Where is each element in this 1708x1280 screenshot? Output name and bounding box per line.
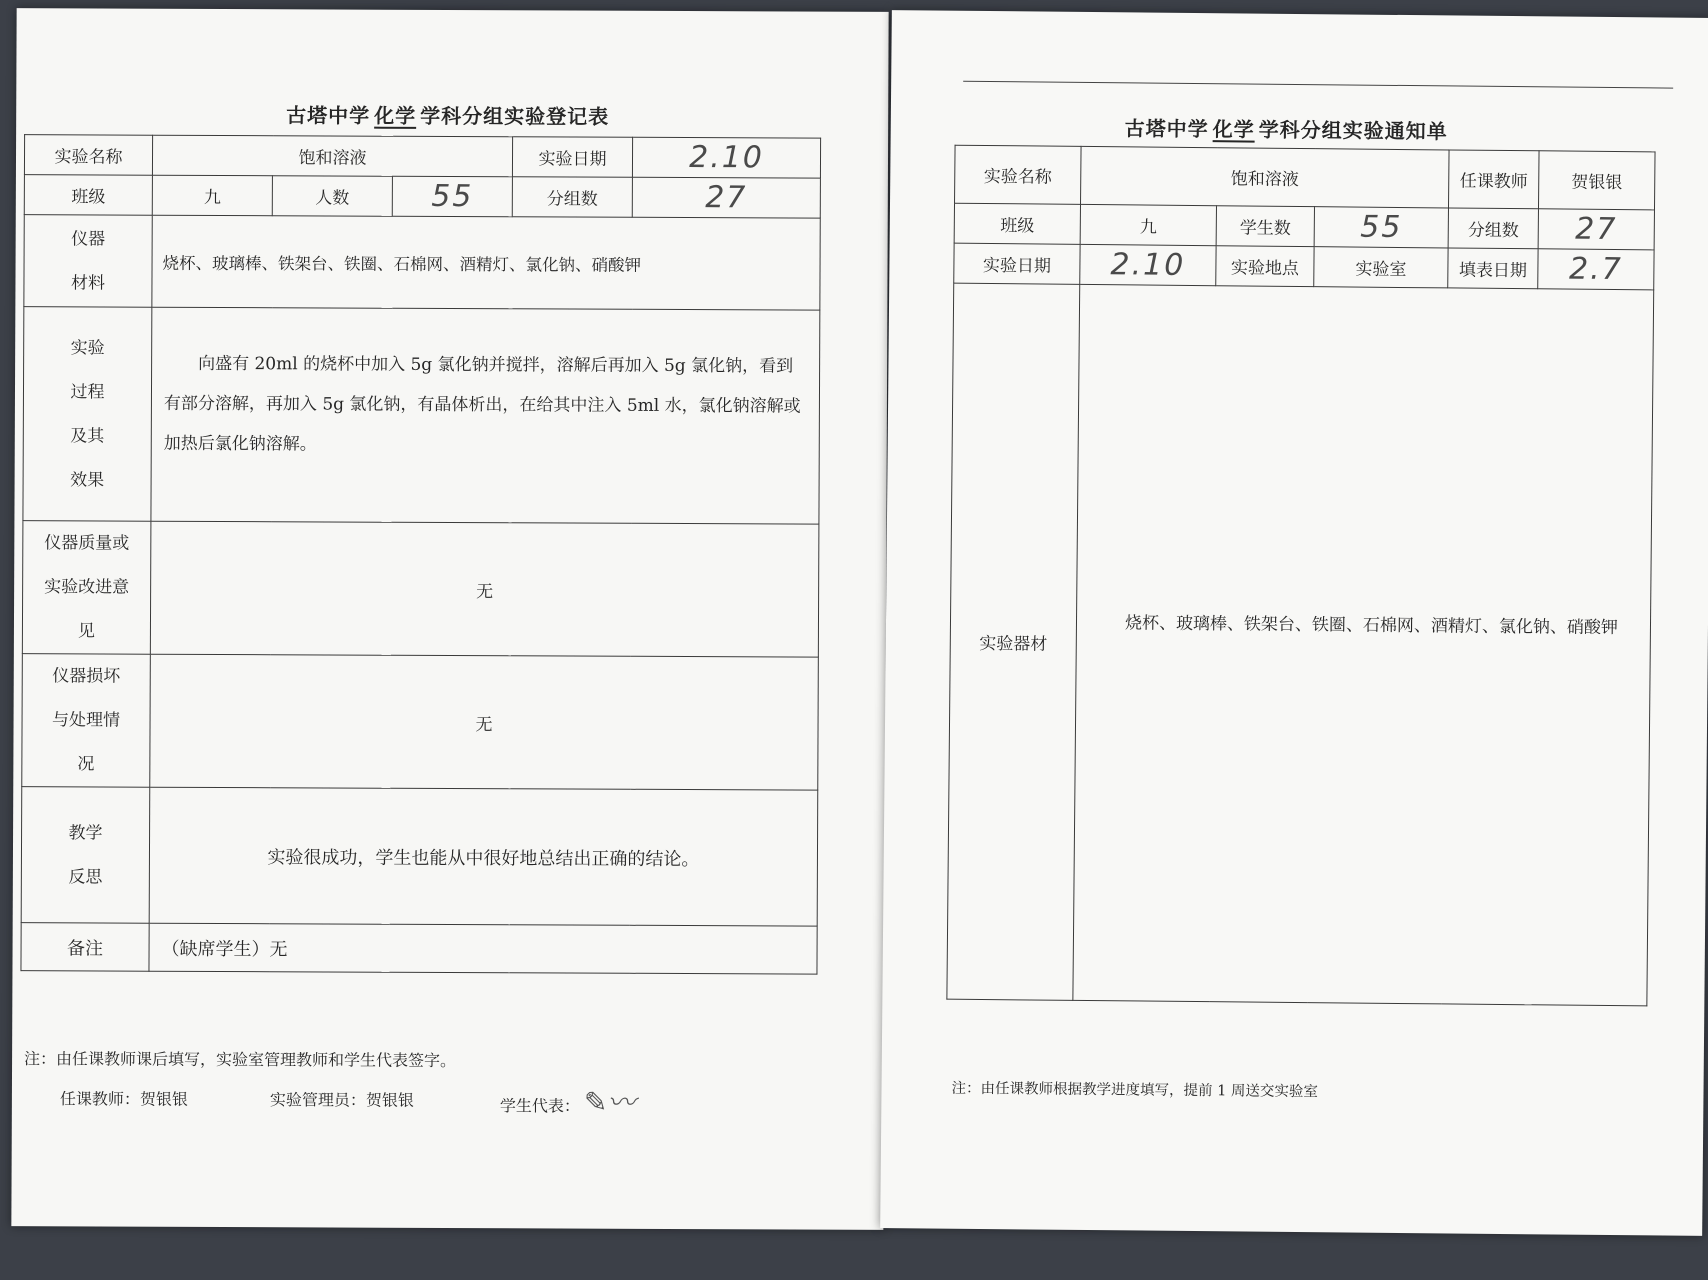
admin-signature: 实验管理员：贺银银 [269,1090,414,1110]
school-name: 古塔中学 [1124,116,1209,142]
location-label: 实验地点 [1216,246,1314,287]
form-type: 学科分组实验通知单 [1258,117,1448,144]
groups-value: 27 [1538,209,1654,250]
materials-label: 实验器材 [947,283,1080,1000]
registration-footnote: 注：由任课教师课后填写，实验室管理教师和学生代表签字。 [24,1049,457,1071]
class-value: 九 [152,175,272,216]
process-cell [151,307,820,524]
exp-date-label: 实验日期 [954,243,1080,284]
exp-name-label: 实验名称 [24,135,152,176]
form-type: 学科分组实验登记表 [420,103,610,129]
fill-date-value: 2.7 [1538,249,1654,290]
process-value: 向盛有 20ml 的烧杯中加入 5g 氯化钠并搅拌，溶解后再加入 5g 氯化钠，看到有部分溶解，再加入 5g 氯化钠，有晶体析出，在给其中注入 5ml 水，氯化钠溶解或加热后氯化钠溶解。 [163,353,801,455]
row-damage [22,654,819,790]
notice-footnote: 注：由任课教师根据教学进度填写，提前 1 周送交实验室 [951,1080,1319,1101]
class-label: 班级 [954,203,1080,244]
people-label: 人数 [272,176,392,217]
materials-cell [1073,284,1654,1005]
students-value: 55 [1314,207,1448,248]
fill-date-label: 填表日期 [1448,248,1538,289]
teacher-value: 贺银银 [1538,151,1655,210]
row-equipment [24,215,820,310]
quality-value: 无 [150,521,819,657]
remark-value: （缺席学生）无 [149,923,817,974]
damage-value: 无 [150,654,819,790]
process-label: 实验过程及其效果 [23,307,152,522]
groups-label: 分组数 [512,177,632,218]
equipment-value: 烧杯、玻璃棒、铁架台、铁圈、石棉网、酒精灯、氯化钠、硝酸钾 [152,215,820,310]
row-class [954,203,1654,250]
damage-label: 仪器损坏与处理情况 [22,654,151,788]
row-remark [21,923,817,974]
subject-name: 化学 [374,103,417,128]
notice-form-sheet [880,10,1708,1236]
class-value: 九 [1080,204,1216,245]
row-exp-name [24,135,820,178]
row-quality [22,521,819,657]
groups-label: 分组数 [1448,208,1538,249]
notice-table [946,145,1655,1007]
registration-table [20,134,821,974]
notice-form-title [1125,112,1448,144]
remark-label: 备注 [21,923,149,972]
equipment-label: 仪器材料 [24,215,152,308]
exp-date-value: 2.10 [1080,244,1216,285]
school-name: 古塔中学 [286,103,371,128]
students-label: 学生数 [1216,206,1314,247]
row-exp-name [955,145,1656,210]
class-label: 班级 [24,175,152,216]
header-rule [963,81,1673,89]
handwritten-signature-icon: ✎〰 [583,1085,636,1119]
location-value: 实验室 [1314,247,1448,288]
exp-name-value: 饱和溶液 [1081,146,1450,208]
exp-name-label: 实验名称 [955,145,1082,204]
student-signature [500,1080,636,1121]
registration-form-sheet [11,8,888,1230]
exp-date-value: 2.10 [632,137,820,178]
row-process [23,307,820,524]
row-dates [954,243,1654,290]
quality-label: 仪器质量或实验改进意见 [22,521,151,655]
materials-value: 烧杯、玻璃棒、铁架台、铁圈、石棉网、酒精灯、氯化钠、硝酸钾 [1124,612,1619,638]
teacher-label: 任课教师 [1448,150,1539,209]
row-class [24,175,820,218]
row-materials [947,283,1654,1006]
reflection-label: 教学反思 [21,787,150,924]
groups-value: 27 [632,177,820,218]
student-signature-label: 学生代表： [499,1096,580,1116]
subject-name: 化学 [1212,117,1255,142]
people-value: 55 [392,176,512,217]
teacher-signature: 任课教师：贺银银 [59,1089,188,1109]
registration-form-title [286,99,609,129]
exp-date-label: 实验日期 [512,137,632,178]
row-reflection [21,787,818,926]
exp-name-value: 饱和溶液 [152,135,512,177]
reflection-value: 实验很成功，学生也能从中很好地总结出正确的结论。 [149,787,818,926]
